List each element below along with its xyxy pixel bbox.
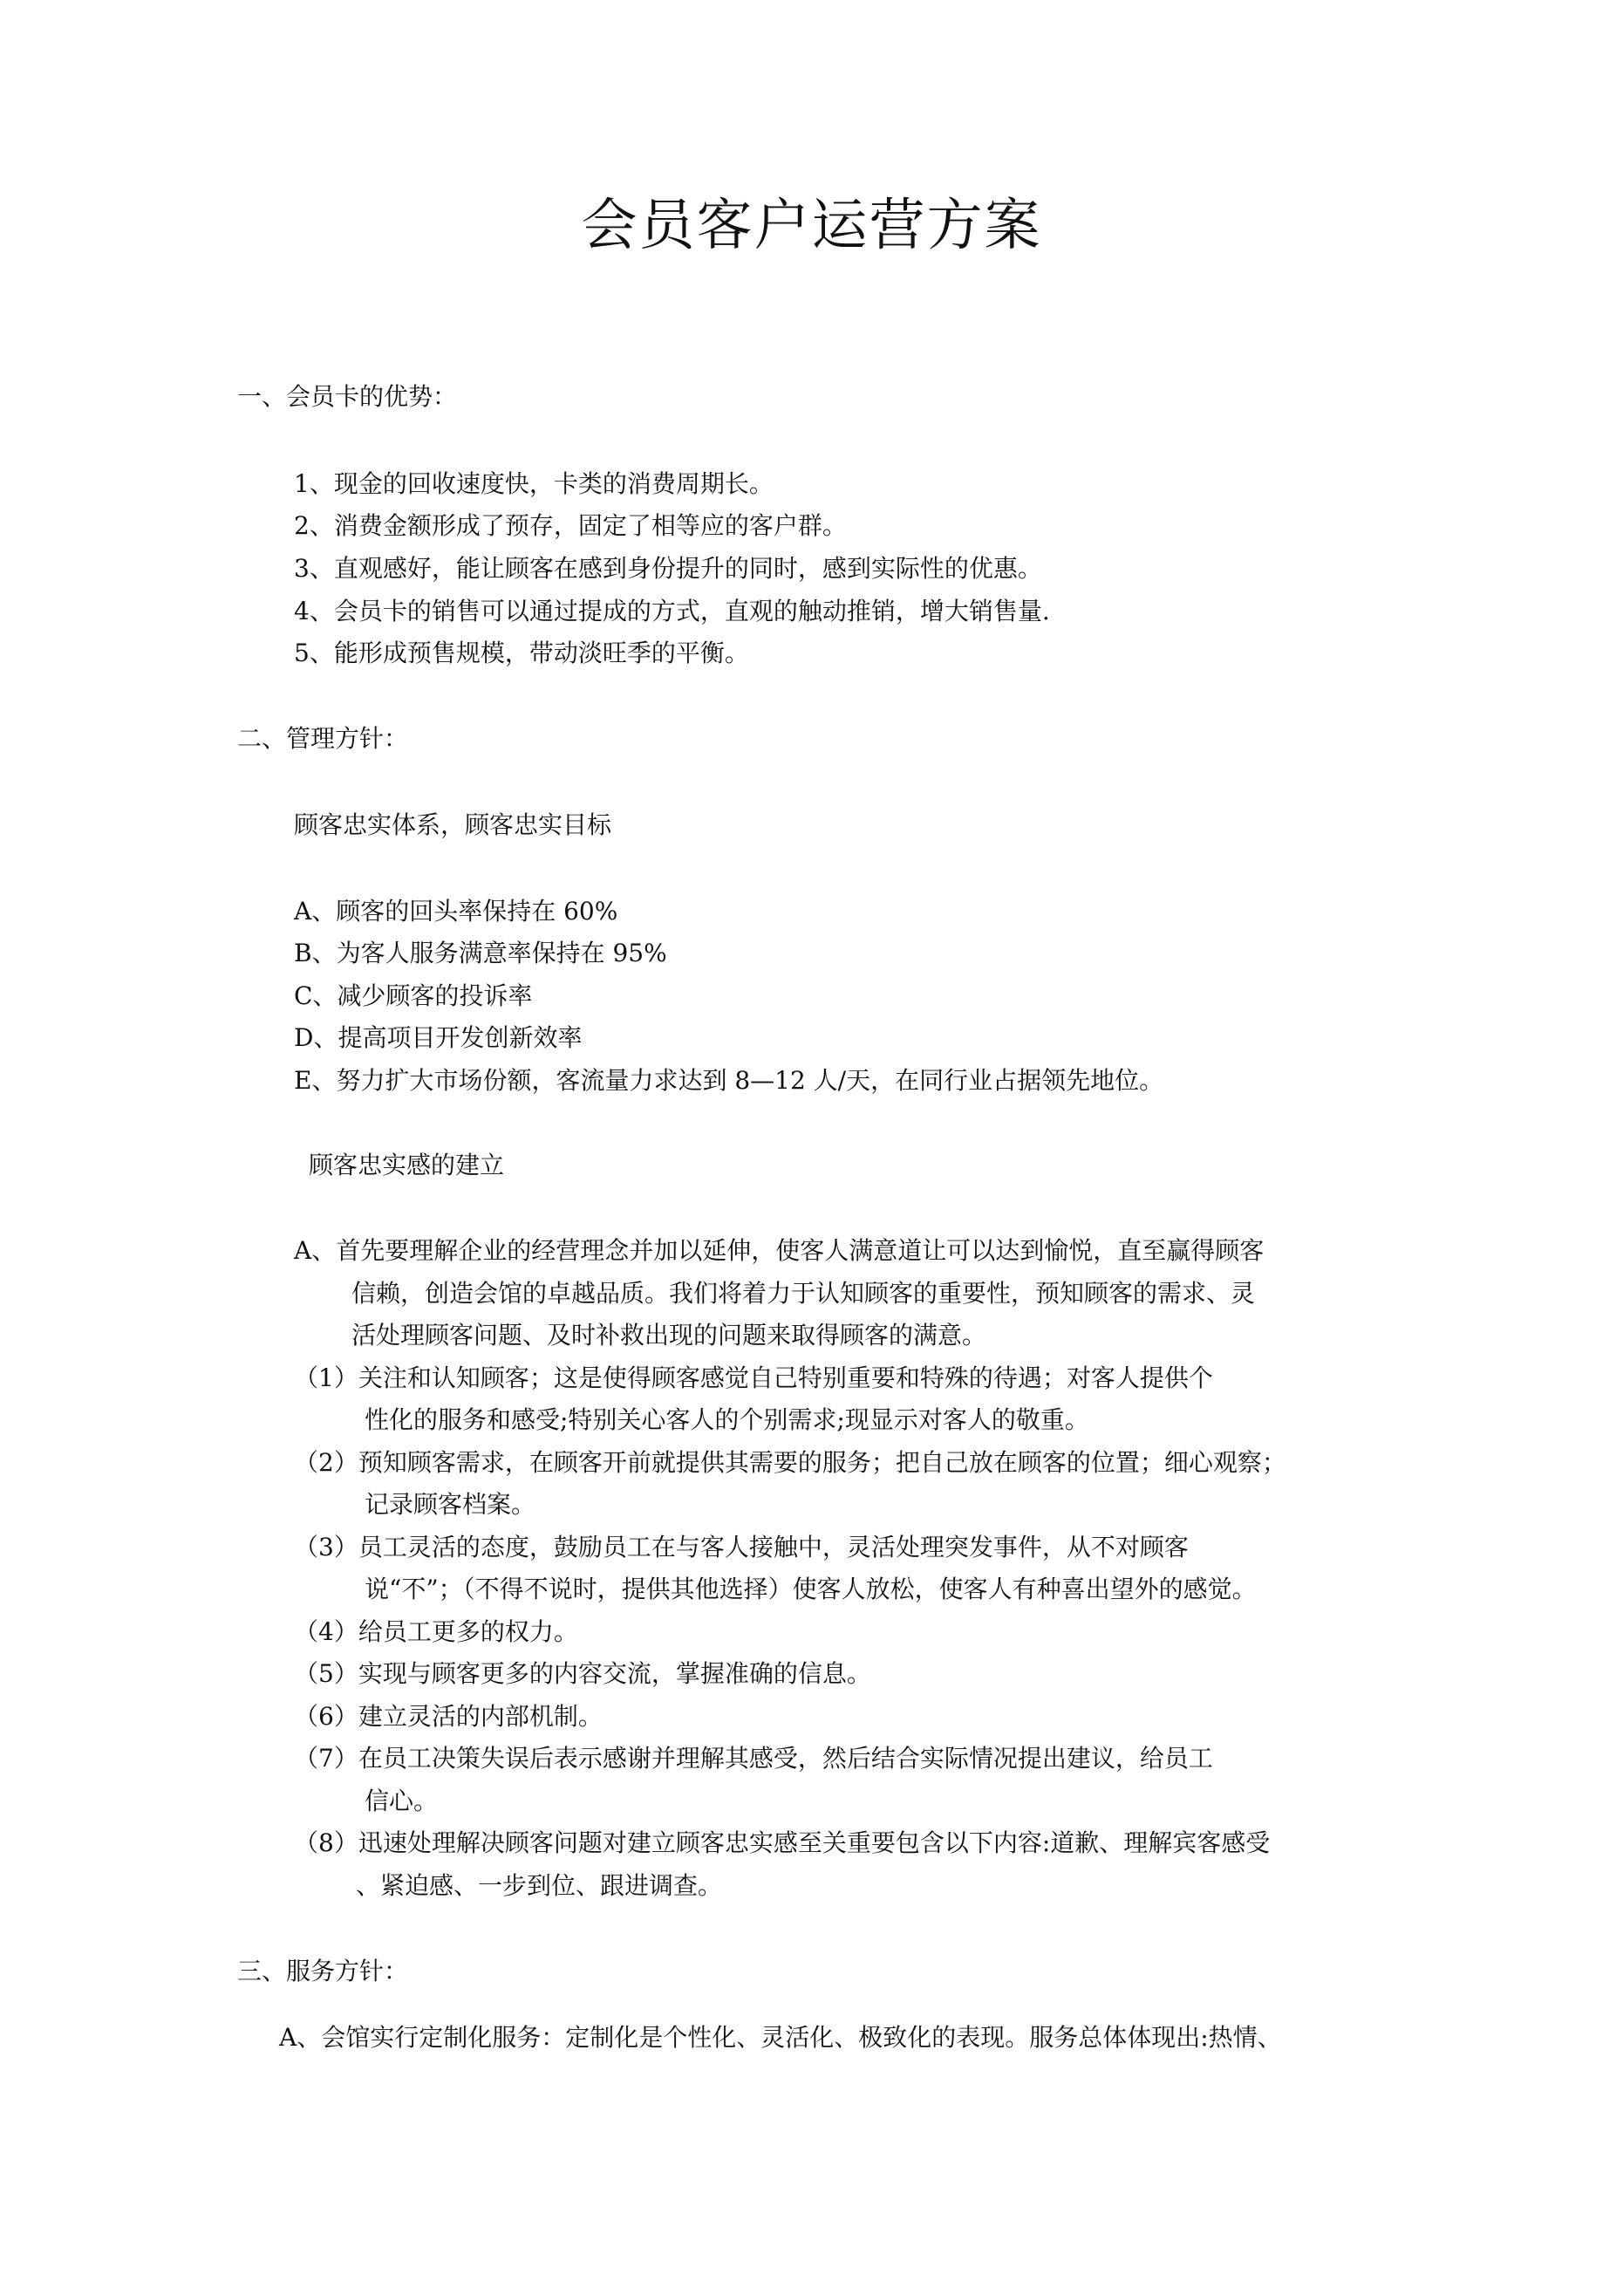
list-item-continuation: 记录顾客档案。 (365, 1490, 536, 1519)
list-item: D、提高项目开发创新效率 (294, 1023, 583, 1052)
paragraph-line: A、首先要理解企业的经营理念并加以延伸，使客人满意道让可以达到愉悦，直至赢得顾客 (294, 1236, 1265, 1265)
list-item: （3）员工灵活的态度，鼓励员工在与客人接触中，灵活处理突发事件，从不对顾客 (294, 1533, 1189, 1561)
section-heading-2: 二、管理方针： (237, 724, 409, 753)
list-item: 1、现金的回收速度快，卡类的消费周期长。 (294, 469, 774, 498)
paragraph-line: 信赖，创造会馆的卓越品质。我们将着力于认知顾客的重要性，预知顾客的需求、灵 (351, 1279, 1256, 1308)
list-item: B、为客人服务满意率保持在 95% (294, 939, 667, 967)
paragraph-line: A、会馆实行定制化服务：定制化是个性化、灵活化、极致化的表现。服务总体体现出:热情、 (279, 2023, 1282, 2052)
list-item: 3、直观感好，能让顾客在感到身份提升的同时，感到实际性的优惠。 (294, 554, 1042, 583)
page-title: 会员客户运营方案 (581, 194, 1042, 258)
list-item-continuation: 性化的服务和感受;特别关心客人的个别需求;现显示对客人的敬重。 (365, 1405, 1089, 1434)
list-item: 2、消费金额形成了预存，固定了相等应的客户群。 (294, 511, 847, 540)
list-item: 4、会员卡的销售可以通过提成的方式，直观的触动推销，增大销售量. (294, 597, 1050, 625)
subheading-loyalty-building: 顾客忠实感的建立 (309, 1151, 505, 1179)
paragraph-line: 活处理顾客问题、及时补救出现的问题来取得顾客的满意。 (351, 1321, 987, 1350)
list-item: 5、能形成预售规模，带动淡旺季的平衡。 (294, 639, 749, 667)
list-item: （1）关注和认知顾客；这是使得顾客感觉自己特别重要和特殊的待遇；对客人提供个 (294, 1363, 1213, 1392)
list-item: （8）迅速处理解决顾客问题对建立顾客忠实感至关重要包含以下内容:道歉、理解宾客感受 (294, 1828, 1271, 1857)
list-item: （5）实现与顾客更多的内容交流，掌握准确的信息。 (294, 1659, 871, 1688)
subheading-loyalty-system: 顾客忠实体系，顾客忠实目标 (294, 810, 612, 839)
list-item: E、努力扩大市场份额，客流量力求达到 8—12 人/天，在同行业占据领先地位。 (294, 1066, 1164, 1095)
list-item-continuation: 信心。 (365, 1787, 439, 1815)
list-item: （4）给员工更多的权力。 (294, 1617, 578, 1646)
list-item: （6）建立灵活的内部机制。 (294, 1702, 603, 1731)
list-item: （2）预知顾客需求，在顾客开前就提供其需要的服务；把自己放在顾客的位置；细心观察； (294, 1448, 1286, 1477)
list-item-continuation: 、紧迫感、一步到位、跟进调查。 (356, 1871, 723, 1900)
list-item-continuation: 说“不”；（不得不说时，提供其他选择）使客人放松，使客人有种喜出望外的感觉。 (365, 1575, 1257, 1603)
list-item: C、减少顾客的投诉率 (294, 981, 533, 1010)
list-item: （7）在员工决策失误后表示感谢并理解其感受，然后结合实际情况提出建议，给员工 (294, 1744, 1213, 1773)
section-heading-3: 三、服务方针： (237, 1957, 409, 1985)
section-heading-1: 一、会员卡的优势： (237, 382, 458, 411)
list-item: A、顾客的回头率保持在 60% (294, 897, 618, 926)
